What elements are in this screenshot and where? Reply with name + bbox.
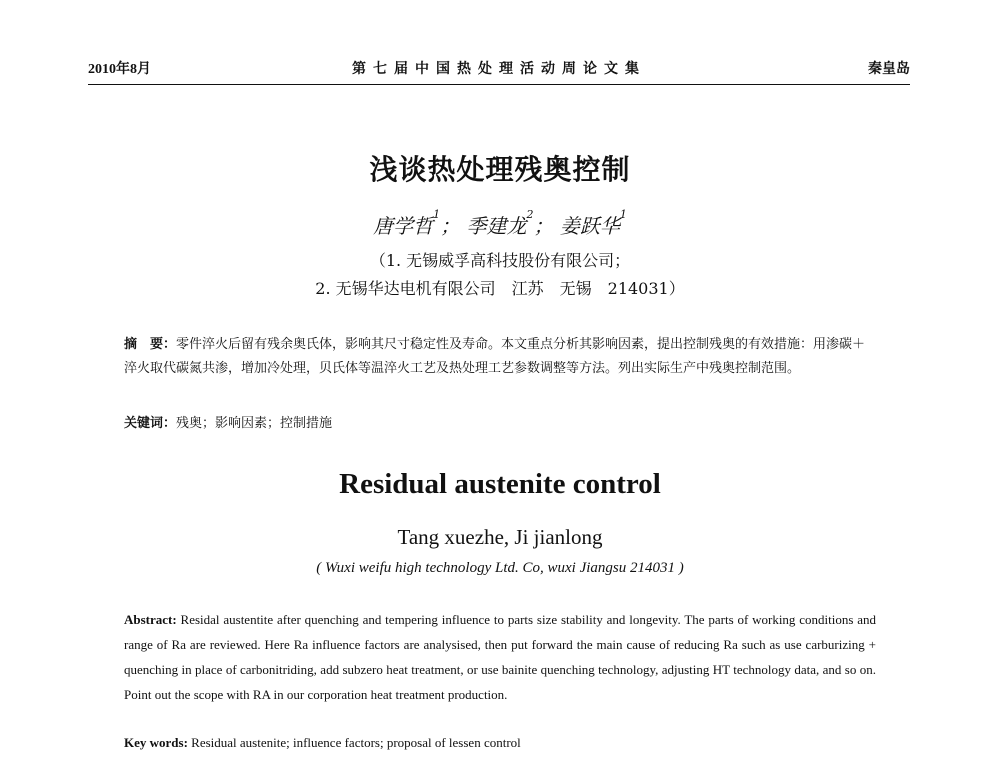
header-rule <box>88 84 910 85</box>
english-abstract-text: Residal austentite after quenching and tempering influence to parts size stability and longevity. The parts of working conditions and range of Ra are reviewed. Here Ra influence factors are analysised, then put forward the main cause of reducing Ra such as use carburizing + quenching in place of carbonitriding, add subzero heat treatment, or use bainite quenching technology, adjusting HT technology data, and so on. Point out the scope with RA in our corporation heat treatment production. <box>124 612 877 702</box>
chinese-abstract-label: 摘 要： <box>124 337 177 352</box>
author-affiliation-mark: 2 <box>526 208 534 221</box>
header-proceedings-title: 第七届中国热处理活动周论文集 <box>352 61 646 77</box>
header-date: 2010年8月 <box>88 62 151 77</box>
author-affiliation-mark: 1 <box>619 208 627 221</box>
english-title: Residual austenite control <box>339 468 661 500</box>
english-abstract-label: Abstract: <box>124 612 177 627</box>
chinese-abstract-text: 零件淬火后留有残余奥氏体，影响其尺寸稳定性及寿命。本文重点分析其影响因素，提出控制残奥的有效措施：用渗碳＋淬火取代碳氮共渗，增加冷处理，贝氏体等温淬火工艺及热处理工艺参数调整等方法。列出实际生产中残奥控制范围。 <box>124 337 866 376</box>
chinese-affiliation-line-2: 2. 无锡华达电机有限公司 江苏 无锡 214031） <box>315 279 685 298</box>
running-header <box>88 58 910 82</box>
chinese-affiliation-line-1: （1. 无锡威孚高科技股份有限公司； <box>369 251 631 270</box>
author-affiliation-mark: 1 <box>433 208 441 221</box>
english-keywords-text: Residual austenite; influence factors; proposal of lessen control <box>191 735 521 750</box>
author-name: 季建龙 <box>466 214 527 238</box>
english-abstract <box>124 607 876 707</box>
chinese-title: 浅谈热处理残奥控制 <box>369 153 631 186</box>
header-location: 秦皇岛 <box>868 61 910 77</box>
english-affiliation: ( Wuxi weifu high technology Ltd. Co, wuxi Jiangsu 214031 ) <box>316 560 684 576</box>
chinese-keywords-text: 残奥；影响因素；控制措施 <box>176 416 333 431</box>
chinese-keywords-label: 关键词： <box>124 416 177 431</box>
english-authors: Tang xuezhe, Ji jianlong <box>397 525 603 549</box>
chinese-abstract <box>124 333 876 381</box>
author-name: 姜跃华 <box>559 214 620 238</box>
chinese-authors <box>0 210 1000 239</box>
english-keywords <box>124 735 876 751</box>
author-name: 唐学哲 <box>373 214 434 238</box>
author-separator: ； <box>533 214 554 238</box>
author-separator: ； <box>440 214 461 238</box>
chinese-keywords <box>124 412 876 431</box>
english-keywords-label: Key words: <box>124 735 188 750</box>
